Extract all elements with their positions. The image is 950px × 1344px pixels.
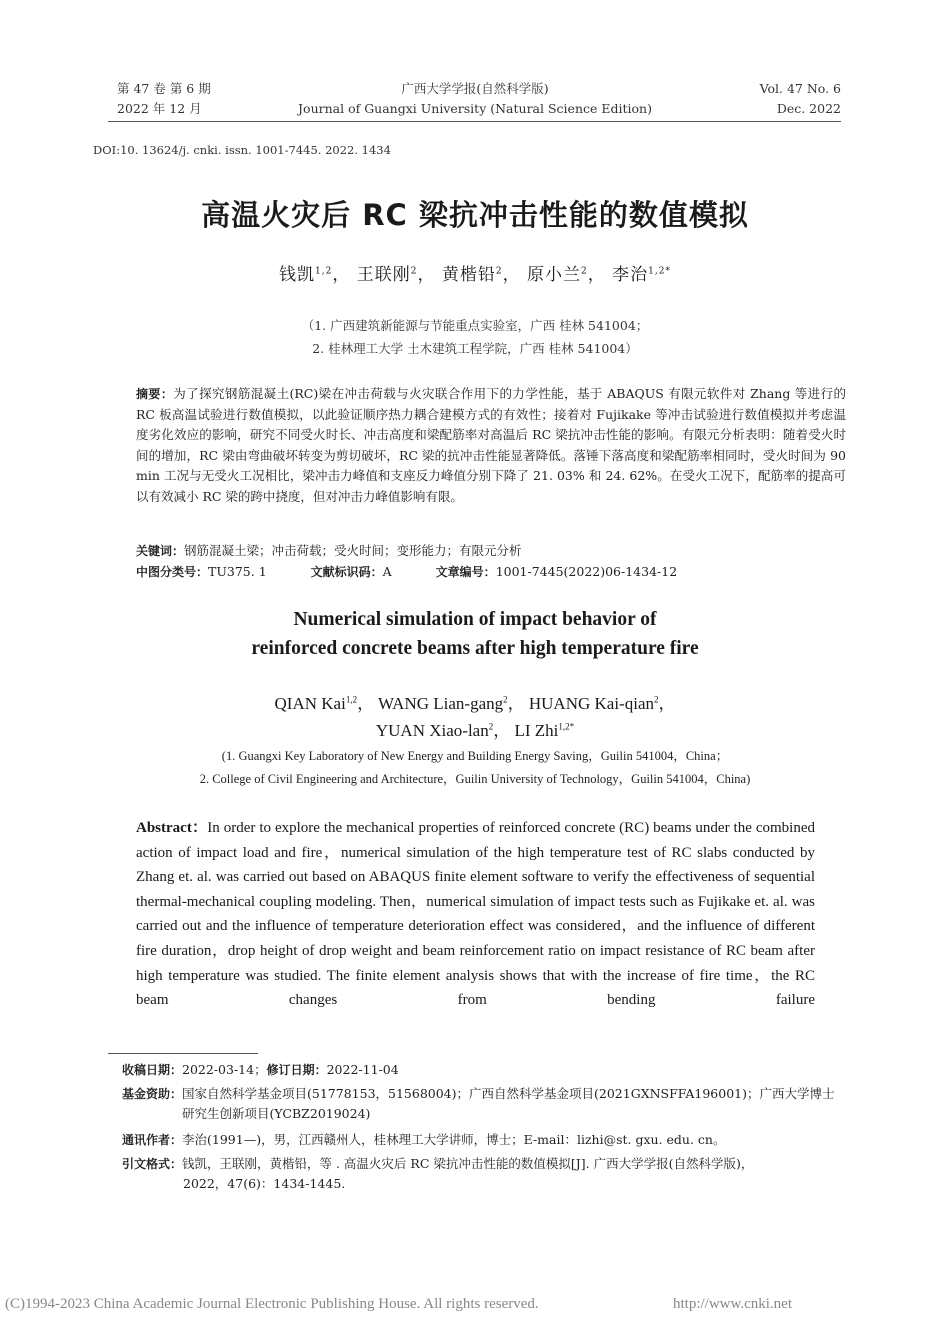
copyright-notice: (C)1994-2023 China Academic Journal Electronic Publishing House. All rights reserved. — [5, 1296, 539, 1312]
title-en-line-2: reinforced concrete beams after high temperature fire — [251, 638, 699, 659]
author-en: YUAN Xiao-lan$^2$， — [375, 721, 511, 740]
author-cn: 黄楷铅$^2$， — [441, 265, 521, 285]
header-rule — [108, 121, 841, 122]
authors-en — [0, 690, 950, 744]
author-cn: 王联刚$^2$， — [356, 265, 436, 285]
cnki-link[interactable]: http://www.cnki.net — [672, 1296, 792, 1312]
header-right — [760, 79, 841, 119]
date-cn: 2022 年 12 月 — [117, 101, 202, 116]
author-cn: 李治$^{1,2*}$ — [612, 265, 671, 285]
document-code: 文献标识码：A — [310, 564, 392, 579]
volume-issue-cn: 第 47 卷 第 6 期 — [117, 81, 211, 96]
keywords-label: 关键词： — [136, 544, 185, 558]
author-en: QIAN Kai$^{1,2}$， — [274, 694, 375, 713]
doi: DOI:10. 13624/j. cnki. issn. 1001-7445. 2022. 1434 — [93, 143, 391, 157]
clc-code: 中图分类号：TU375. 1 — [136, 564, 267, 579]
author-cn: 钱凯$^{1,2}$， — [279, 265, 351, 285]
article-number: 文章编号：1001-7445(2022)06-1434-12 — [435, 564, 678, 579]
footnote-citation: 引文格式：钱凯，王联刚，黄楷铅，等 . 高温火灾后 RC 梁抗冲击性能的数值模拟[J]. 广西大学学报(自然科学版)， 2022，47(6)：1434-1445. — [122, 1156, 754, 1191]
abstract-en-text: In order to explore the mechanical properties of reinforced concrete (RC) beams under the combined action of impact load and fire，numerical simulation of the high temperature test of RC slabs conducted by Zhang et. al. was carried out based on ABAQUS finite element software to verify the effectiveness of sequential thermal-mechanical coupling modeling. Then，numerical simulation of impact tests such as Fujikake et. al. was carried out and the influence of temperature deterioration effect was considered，and the influence of different fire duration，drop height of drop weight and beam reinforcement ratio on impact resistance of RC beam after high temperature was studied. The finite element analysis shows that with the increase of fire time，the RC beam changes from bending failure — [136, 820, 815, 1009]
abstract-en-label: Abstract： — [136, 820, 208, 836]
footnote-dates: 收稿日期：2022-03-14；修订日期：2022-11-04 — [122, 1062, 399, 1077]
journal-name-en: Journal of Guangxi University (Natural Science Edition) — [298, 101, 652, 116]
affiliation-en-2: 2. College of Civil Engineering and Architecture，Guilin University of Technology，Guilin 541004，China) — [199, 772, 751, 786]
title-en-line-1: Numerical simulation of impact behavior of — [293, 609, 657, 630]
author-en: WANG Lian-gang$^2$， — [378, 694, 525, 713]
abstract-cn-label: 摘要： — [136, 387, 174, 401]
page-title-cn: 高温火灾后 RC 梁抗冲击性能的数值模拟 — [201, 198, 749, 232]
affiliation-en-1: (1. Guangxi Key Laboratory of New Energy and Building Energy Saving，Guilin 541004，China； — [221, 749, 729, 763]
keywords-text: 钢筋混凝土梁；冲击荷载；受火时间；变形能力；有限元分析 — [184, 543, 522, 558]
authors-en-line-1 — [0, 690, 950, 717]
footnote-corresponding: 通讯作者：李治(1991—)，男，江西赣州人，桂林理工大学讲师，博士；E-mail：lizhi@st. gxu. edu. cn。 — [122, 1132, 726, 1147]
journal-name-cn: 广西大学学报(自然科学版) — [401, 81, 549, 96]
affiliation-cn-1: （1. 广西建筑新能源与节能重点实验室，广西 桂林 541004； — [301, 318, 649, 333]
abstract-cn-text: 为了探究钢筋混凝土(RC)梁在冲击荷载与火灾联合作用下的力学性能，基于 ABAQUS 有限元软件对 Zhang 等进行的 RC 板高温试验进行数值模拟，以此验证顺序热力耦合建模方式的有效性；接着对 Fujikake 等冲击试验进行数值模拟并考虑温度劣化效应的影响，研究不同受火时长、冲击高度和梁配筋率对高温后 RC 梁抗冲击性能的影响。有限元分析表明：随着受火时间的增加，RC 梁由弯曲破坏转变为剪切破坏，RC 梁的抗冲击性能显著降低。落锤下落高度和梁配筋率相同时，受火时间为 90 min 工况与无受火工况相比，梁冲击力峰值和支座反力峰值分别下降了 21. 03% 和 24. 62%。在受火工况下，配筋率的提高可以有效减小 RC 梁的跨中挠度，但对冲击力峰值影响有限。 — [136, 386, 846, 504]
author-en: LI Zhi$^{1,2*}$ — [514, 721, 575, 740]
affiliation-cn-2: 2. 桂林理工大学 土木建筑工程学院，广西 桂林 541004） — [312, 341, 638, 356]
keywords-cn — [136, 541, 846, 562]
footnote-funding: 基金资助： 国家自然科学基金项目(51778153，51568004)；广西自然科学基金项目(2021GXNSFFA196001)；广西大学博士研究生创新项目(YCBZ2019024) — [122, 1086, 835, 1121]
volume-issue-en: Vol. 47 No. 6 — [759, 81, 841, 96]
author-en: HUANG Kai-qian$^2$， — [528, 694, 676, 713]
abstract-cn — [136, 384, 846, 507]
footnote-rule — [108, 1053, 258, 1054]
author-cn: 原小兰$^2$， — [527, 265, 606, 285]
page-title-en — [0, 605, 950, 663]
classification-line — [136, 563, 677, 580]
authors-cn — [0, 260, 950, 285]
authors-en-line-2 — [0, 717, 950, 744]
date-en: Dec. 2022 — [776, 101, 841, 116]
abstract-en — [136, 816, 815, 1013]
